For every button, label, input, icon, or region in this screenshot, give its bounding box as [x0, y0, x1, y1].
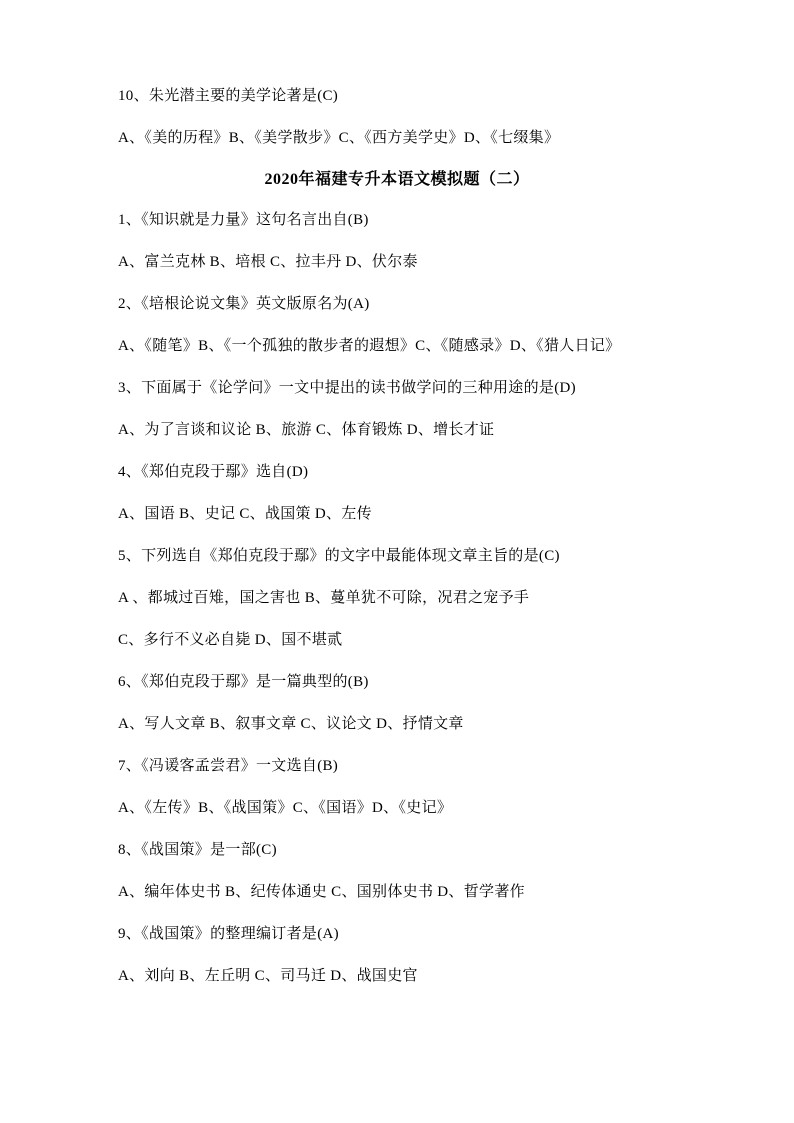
question-line-7: 7、《冯谖客孟尝君》一文选自(B)	[118, 758, 339, 774]
question-line-4: 4、《郑伯克段于鄢》选自(D)	[118, 464, 309, 480]
question-line-10: 10、朱光潜主要的美学论著是(C)	[118, 88, 339, 104]
options-line-3: A、为了言谈和议论 B、旅游 C、体育锻炼 D、增长才证	[118, 422, 495, 438]
options-line-4: A、国语 B、史记 C、战国策 D、左传	[118, 506, 372, 522]
question-line-6: 6、《郑伯克段于鄢》是一篇典型的(B)	[118, 674, 369, 690]
doc-title: 2020年福建专升本语文模拟题（二）	[264, 171, 530, 188]
options-line-10: A、《美的历程》B、《美学散步》C、《西方美学史》D、《七缀集》	[118, 130, 560, 146]
question-line-1: 1、《知识就是力量》这句名言出自(B)	[118, 212, 369, 228]
question-line-2: 2、《培根论说文集》英文版原名为(A)	[118, 296, 370, 312]
question-line-9: 9、《战国策》的整理编订者是(A)	[118, 926, 339, 942]
question-line-5: 5、下列选自《郑伯克段于鄢》的文字中最能体现文章主旨的是(C)	[118, 548, 560, 564]
options-line-5-ab: A 、都城过百雉，国之害也 B、蔓单犹不可除，况君之宠予手	[118, 590, 530, 606]
question-line-8: 8、《战国策》是一部(C)	[118, 842, 277, 858]
options-line-2: A、《随笔》B、《一个孤独的散步者的遐想》C、《随感录》D、《猎人日记》	[118, 338, 621, 354]
question-line-3: 3、下面属于《论学问》一文中提出的读书做学问的三种用途的是(D)	[118, 380, 576, 396]
options-line-5-cd: C、多行不义必自毙 D、国不堪贰	[118, 632, 343, 648]
options-line-9: A、刘向 B、左丘明 C、司马迁 D、战国史官	[118, 968, 418, 984]
options-line-8: A、编年体史书 B、纪传体通史 C、国别体史书 D、晢学著作	[118, 884, 525, 900]
options-line-7: A、《左传》B、《战国策》C、《国语》D、《史记》	[118, 800, 453, 816]
options-line-1: A、富兰克林 B、培根 C、拉丰丹 D、伏尔泰	[118, 254, 418, 270]
options-line-6: A、写人文章 B、叙事文章 C、议论文 D、抒情文章	[118, 716, 464, 732]
